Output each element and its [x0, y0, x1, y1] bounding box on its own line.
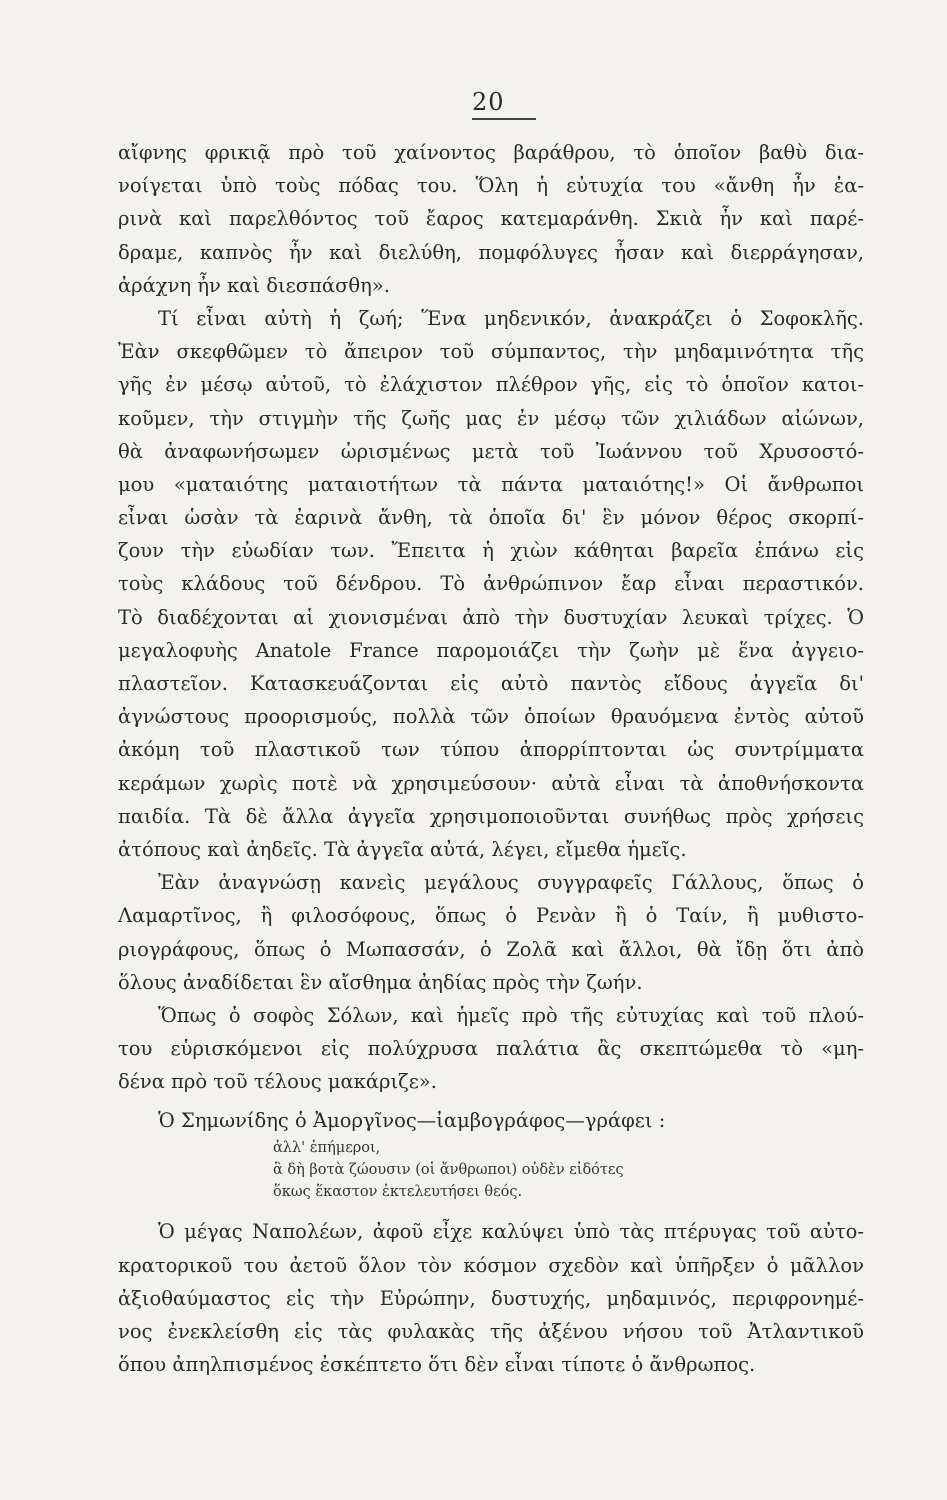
- quotation: [118, 1104, 864, 1203]
- paragraph: [118, 136, 864, 302]
- text-line: κεράμων χωρὶς ποτὲ νὰ χρησιμεύσουν· αὐτὰ εἶναι τὰ ἀποθνήσκοντα: [118, 771, 864, 795]
- paragraph: [118, 1215, 864, 1381]
- verse-line: ὅκως ἕκαστον ἐκτελευτήσει θεός.: [273, 1184, 523, 1201]
- quote-intro: Ὁ Σημωνίδης ὁ Ἀμοργῖνος—ἰαμβογράφος—γράφει :: [158, 1109, 666, 1133]
- text-line: ἀκόμη τοῦ πλαστικοῦ των τύπου ἀπορρίπτονται ὡς συντρίμματα: [118, 738, 864, 762]
- paragraph: [118, 866, 864, 999]
- paragraph: [118, 302, 864, 866]
- text-line: δένα πρὸ τοῦ τέλους μακάριζε».: [118, 1070, 437, 1094]
- text-line: ἀράχνη ἦν καὶ διεσπάσθη».: [118, 273, 390, 297]
- text-line: νος ἐνεκλείσθη εἰς τὰς φυλακὰς τῆς ἀξένου νήσου τοῦ Ἀτλαντικοῦ: [118, 1320, 864, 1343]
- text-line: πλαστεῖον. Κατασκευάζονται εἰς αὐτὸ παντὸς εἴδους ἀγγεῖα δι': [118, 672, 864, 695]
- text-line: Τὸ διαδέχονται αἱ χιονισμέναι ἀπὸ τὴν δυστυχίαν λευκαὶ τρίχες. Ὁ: [118, 605, 864, 629]
- text-line: εἶναι ὡσὰν τὰ ἐαρινὰ ἄνθη, τὰ ὁποῖα δι' ἓν μόνον θέρος σκορπί-: [118, 506, 864, 530]
- text-line: θὰ ἀναφωνήσωμεν ὡρισμένως μετὰ τοῦ Ἰωάννου τοῦ Χρυσοστό-: [118, 439, 864, 463]
- text-line: Ὁ μέγας Ναπολέων, ἀφοῦ εἶχε καλύψει ὑπὸ τὰς πτέρυγας τοῦ αὐτο-: [158, 1220, 864, 1244]
- text-line: νοίγεται ὑπὸ τοὺς πόδας του. Ὅλη ἡ εὐτυχία του «ἄνθη ἦν ἐα-: [118, 174, 864, 198]
- verse-line: ἀλλ' ἐπήμεροι,: [273, 1140, 381, 1157]
- text-line: Τί εἶναι αὐτὴ ἡ ζωή; Ἕνα μηδενικόν, ἀνακράζει ὁ Σοφοκλῆς.: [158, 306, 864, 330]
- text-line: Ἐὰν σκεφθῶμεν τὸ ἄπειρον τοῦ σύμπαντος, τὴν μηδαμινότητα τῆς: [118, 340, 864, 364]
- body-text: [118, 136, 864, 1381]
- text-line: γῆς ἐν μέσῳ αὐτοῦ, τὸ ἐλάχιστον πλέθρον γῆς, εἰς τὸ ὁποῖον κατοι-: [118, 373, 864, 397]
- text-line: μου «ματαιότης ματαιοτήτων τὰ πάντα ματαιότης!» Οἱ ἄνθρωποι: [118, 472, 864, 496]
- text-line: του εὑρισκόμενοι εἰς πολύχρυσα παλάτια ἂς σκεπτώμεθα τὸ «μη-: [118, 1037, 864, 1061]
- text-line: δραμε, καπνὸς ἦν καὶ διελύθη, πομφόλυγες ἦσαν καὶ διερράγησαν,: [118, 240, 864, 264]
- text-line: ρινὰ καὶ παρελθόντος τοῦ ἔαρος κατεμαράνθη. Σκιὰ ἦν καὶ παρέ-: [118, 207, 864, 231]
- page-number-rule: [472, 118, 536, 120]
- text-line: αἴφνης φρικιᾷ πρὸ τοῦ χαίνοντος βαράθρου, τὸ ὁποῖον βαθὺ δια-: [118, 141, 864, 164]
- text-line: ὅπου ἀπηλπισμένος ἐσκέπτετο ὅτι δὲν εἶναι τίποτε ὁ ἄνθρωπος.: [118, 1353, 756, 1377]
- text-line: τοὺς κλάδους τοῦ δένδρου. Τὸ ἀνθρώπινον ἔαρ εἶναι περαστικόν.: [118, 572, 864, 596]
- paragraph: [118, 999, 864, 1099]
- text-line: μεγαλοφυὴς Anatole France παρομοιάζει τὴν ζωὴν μὲ ἕνα ἀγγειο-: [118, 638, 864, 662]
- text-line: κοῦμεν, τὴν στιγμὴν τῆς ζωῆς μας ἐν μέσῳ τῶν χιλιάδων αἰώνων,: [118, 406, 864, 430]
- text-line: ἀγνώστους προορισμούς, πολλὰ τῶν ὁποίων θραυόμενα ἐντὸς αὐτοῦ: [118, 705, 864, 729]
- text-line: Ὅπως ὁ σοφὸς Σόλων, καὶ ἡμεῖς πρὸ τῆς εὐτυχίας καὶ τοῦ πλού-: [158, 1003, 864, 1027]
- verse-line: ἃ δὴ βοτὰ ζώουσιν (οἱ ἄνθρωποι) οὐδὲν εἰδότες: [273, 1162, 624, 1179]
- text-line: ἀξιοθαύμαστος εἰς τὴν Εὐρώπην, δυστυχής, μηδαμινός, περιφρονημέ-: [118, 1286, 864, 1310]
- text-line: ζουν τὴν εὐωδίαν των. Ἔπειτα ἡ χιὼν κάθηται βαρεῖα ἐπάνω εἰς: [118, 539, 864, 563]
- text-line: ὅλους ἀναδίδεται ἓν αἴσθημα ἀηδίας πρὸς τὴν ζωήν.: [118, 970, 643, 994]
- text-line: ριογράφους, ὅπως ὁ Μωπασσάν, ὁ Ζολᾶ καὶ ἄλλοι, θὰ ἴδῃ ὅτι ἀπὸ: [118, 937, 864, 961]
- text-line: παιδία. Τὰ δὲ ἄλλα ἀγγεῖα χρησιμοποιοῦνται συνήθως πρὸς χρήσεις: [118, 804, 864, 828]
- text-line: κρατορικοῦ του ἀετοῦ ὅλον τὸν κόσμον σχεδὸν καὶ ὑπῆρξεν ὁ μᾶλλον: [118, 1253, 864, 1277]
- text-line: ἀτόπους καὶ ἀηδεῖς. Τὰ ἀγγεῖα αὐτά, λέγει, εἴμεθα ἡμεῖς.: [118, 837, 687, 861]
- text-line: Ἐὰν ἀναγνώσῃ κανεὶς μεγάλους συγγραφεῖς Γάλλους, ὅπως ὁ: [158, 871, 864, 895]
- page-number: 20: [472, 88, 505, 116]
- text-line: Λαμαρτῖνος, ἢ φιλοσόφους, ὅπως ὁ Ρενὰν ἢ ὁ Ταίν, ἢ μυθιστο-: [118, 904, 864, 928]
